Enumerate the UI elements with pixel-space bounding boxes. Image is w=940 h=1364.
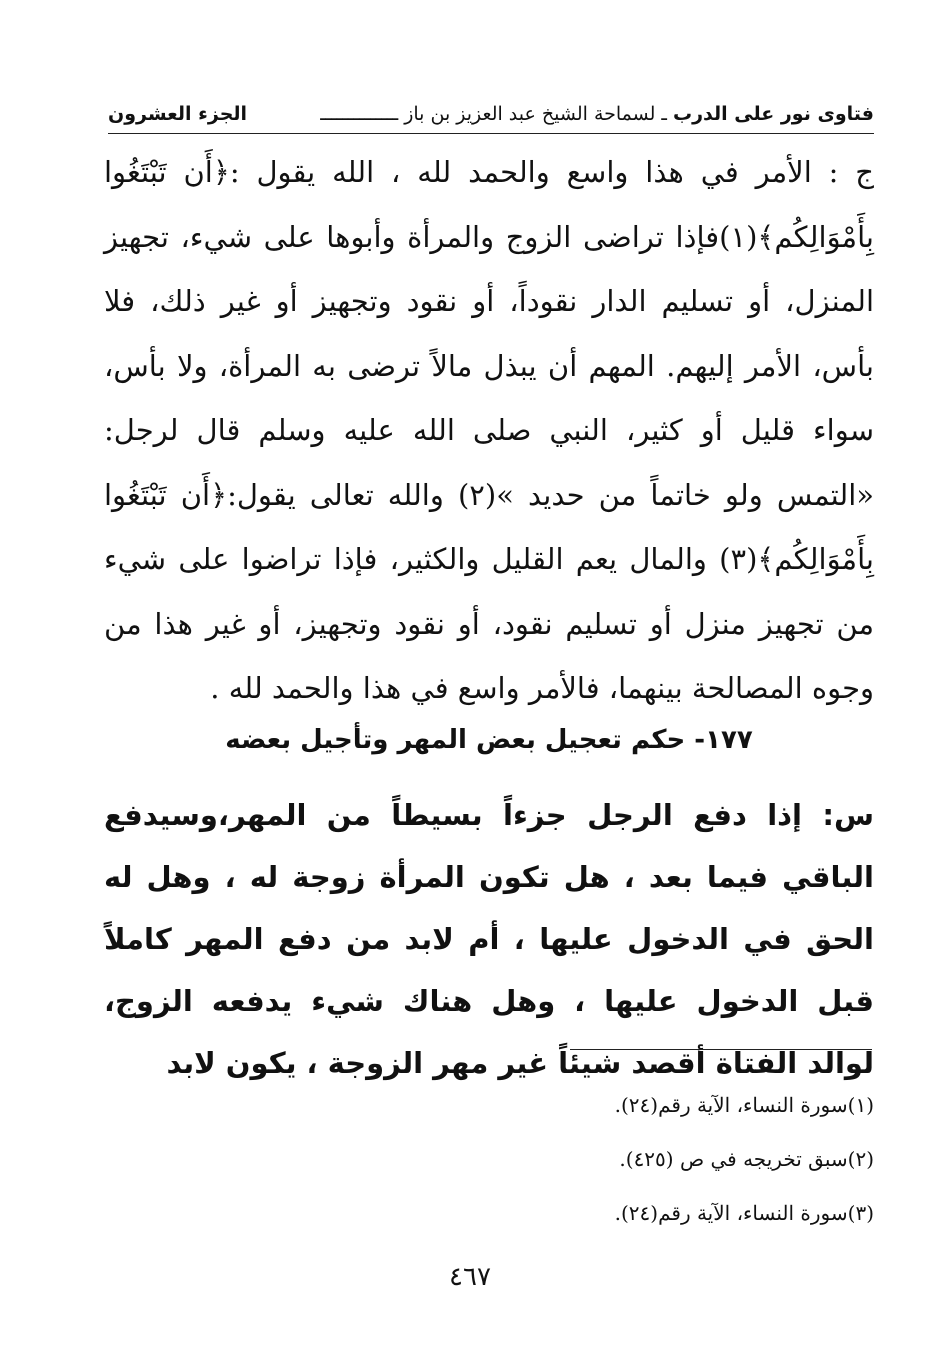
page-number: ٤٦٧ — [449, 1262, 491, 1292]
question-paragraph: س: إذا دفع الرجل جزءاً بسيطاً من المهر،وسيدفع الباقي فيما بعد ، هل تكون المرأة زوجة له ، وهل له الحق في الدخول عليها ، أم لابد من دفع المهر كاملاً قبل الدخول عليها ، وهل هناك شيء يدفعه الزوج، لوالد الفتاة أقصد شيئاً غير مهر الزوجة ، يكون لابد — [104, 798, 874, 1080]
running-header — [108, 94, 874, 134]
footnote-item: (١)سورة النساء، الآية رقم(٢٤). — [614, 1093, 874, 1117]
section-heading — [104, 718, 874, 762]
footnote-divider — [570, 1049, 872, 1050]
header-author: ـ لسماحة الشيخ عبد العزيز بن باز ــــــــــــــ — [320, 102, 667, 125]
section-number: ١٧٧- — [694, 725, 753, 755]
footnote-item: (٣)سورة النساء، الآية رقم(٢٤). — [614, 1201, 874, 1225]
header-title-group — [320, 103, 874, 125]
answer-paragraph: ج : الأمر في هذا واسع والحمد لله ، الله يقول :﴿أَن تَبْتَغُوا بِأَمْوَالِكُم﴾(١)فإذا تراضى الزوج والمرأة وأبوها على شيء، تجهيز المنزل، أو تسليم الدار نقوداً، أو نقود وتجهيز أو غير ذلك، فلا بأس، الأمر إليهم. المهم أن يبذل مالاً ترضى به المرأة، ولا بأس، سواء قليل أو كثير، النبي صلى الله عليه وسلم قال لرجل: «التمس ولو خاتماً من حديد »(٢) والله تعالى يقول:﴿أَن تَبْتَغُوا بِأَمْوَالِكُم﴾(٣) والمال يعم القليل والكثير، فإذا تراضوا على شيء من تجهيز منزل أو تسليم نقود، أو نقود وتجهيز، أو غير هذا من وجوه المصالحة بينهما، فالأمر واسع في هذا والحمد لله . — [104, 155, 874, 705]
header-book-title: فتاوى نور على الدرب — [673, 102, 874, 125]
footnote-item: (٢)سبق تخريجه في ص (٤٢٥). — [619, 1147, 874, 1171]
footnotes-list — [300, 1085, 874, 1247]
header-volume: الجزء العشرون — [108, 102, 248, 125]
section-title: حكم تعجيل بعض المهر وتأجيل بعضه — [225, 725, 686, 755]
